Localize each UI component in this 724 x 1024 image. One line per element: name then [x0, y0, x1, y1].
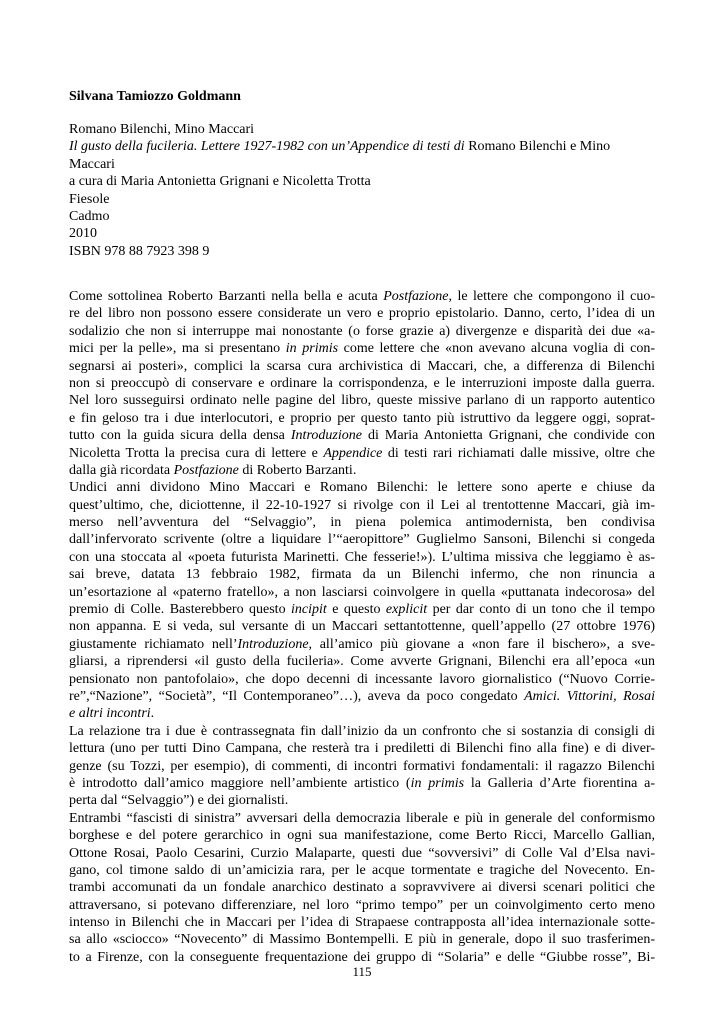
text-run: gano, col timone saldo di un’amicizia rara, per le acque tormentate e tragiche del Novecento. En- — [69, 862, 655, 878]
text-run: sodalizio che non si interruppe mai nonostante (o forse grazie a) divergenze e disparità dei due «a- — [69, 323, 655, 339]
book-title-line — [69, 138, 639, 155]
text-run: Ottone Rosai, Paolo Cesarini, Curzio Malaparte, questi due “sovversivi” di Colle Val d’Elsa navi- — [69, 845, 655, 861]
text-run: , all’amico più giovane a «non fare il bischero», a sve- — [308, 636, 655, 652]
text-run: un’esortazione al «paterno fratello», a non lasciarsi coinvolgere in quella «puttanata indecorosa» del — [69, 584, 655, 600]
text-run: gliarsi, a riprendersi «il gusto della fucileria». Come avverte Grignani, Bilenchi era all’epoca «un — [69, 654, 655, 670]
text-line — [69, 427, 655, 444]
text-run: di Roberto Barzanti. — [238, 462, 357, 478]
italic-text: explicit — [385, 602, 428, 618]
text-line — [69, 531, 655, 548]
text-run: giustamente richiamato nell’ — [69, 636, 238, 652]
text-run: e fin geloso tra i due interlocutori, e proprio per questo tanto più istruttivo da leggere oggi, soprat- — [69, 410, 655, 426]
text-run: merso nell’avventura del “Selvaggio”, in piena polemica antimodernista, ben condivisa — [69, 515, 655, 531]
text-run: re del libro non possono essere considerate un vero e proprio epistolario. Danno, certo, l’idea di un — [69, 306, 655, 322]
page-number: 115 — [352, 964, 372, 979]
publication-year: 2010 — [69, 226, 97, 242]
text-run: sai breve, datata 13 febbraio 1982, firmata da un Bilenchi infermo, che non rinuncia a — [69, 567, 655, 583]
text-run: è introdotto dall’amico maggiore nell’ambiente artistico ( — [69, 775, 411, 791]
text-run: attraversano, si potevano differenziare, nel loro “primo tempo” per un coinvolgimento certo meno — [69, 897, 655, 913]
text-line — [69, 445, 655, 462]
isbn: ISBN 978 88 7923 398 9 — [69, 243, 210, 259]
book-title: Il gusto della fucileria. Lettere 1927-1982 con un’Appendice di testi di — [69, 139, 465, 155]
text-line — [69, 897, 655, 914]
text-run: lettura (uno per tutti Dino Campana, che resterà tra i prediletti di Bilenchi fino alla fine) e di diver- — [69, 741, 655, 757]
italic-text: Amici. Vittorini, Rosai — [524, 688, 655, 704]
text-run: e questo — [326, 602, 386, 618]
text-run: per dar conto di un tono che il tempo — [427, 602, 655, 618]
text-line — [69, 792, 655, 809]
text-line — [69, 514, 655, 531]
italic-text: Postfazione — [383, 289, 449, 304]
text-line — [69, 618, 655, 635]
italic-text: e altri incontri — [69, 706, 151, 722]
text-run: genze (su Tozzi, per esempio), di commenti, di incontri formativi fondamentali: il ragazzo Bilenchi — [69, 758, 655, 774]
text-line — [69, 914, 655, 931]
text-run: di Maria Antonietta Grignani, che condivide con — [361, 428, 655, 444]
text-line — [69, 566, 655, 583]
text-line — [69, 479, 655, 496]
text-line — [69, 862, 655, 879]
text-run: Nicoletta Trotta la precisa cura di lettere e — [69, 445, 324, 461]
book-authors: Romano Bilenchi, Mino Maccari — [69, 122, 255, 137]
text-line — [69, 740, 655, 757]
text-line — [69, 845, 655, 862]
text-line — [69, 705, 655, 722]
italic-text: incipit — [291, 602, 327, 618]
text-run: , le lettere che compongono il cuo- — [448, 289, 656, 304]
text-run: sa allo «sciocco» “Novecento” di Massimo Bontempelli. E più in generale, dopo il suo trasferimen- — [69, 932, 655, 948]
text-run: re”,“Nazione”, “Società”, “Il Contemporaneo”…), aveva da poco congedato — [69, 688, 525, 704]
italic-text: in primis — [410, 775, 465, 791]
text-run: come lettere che «non avevano alcuna voglia di con- — [338, 341, 655, 357]
text-run: intenso in Bilenchi che in Maccari per l’idea di Strapaese contrapposta all’idea internazionale sotte- — [69, 915, 655, 931]
text-run: premio di Colle. Basterebbero questo — [69, 602, 292, 618]
text-line — [69, 392, 655, 409]
text-line — [69, 497, 655, 514]
text-run: mici per la pelle», ma si presentano — [69, 341, 286, 357]
text-run: non appanna. E si veda, sul versante di un Maccari settantottenne, quell’appello (27 ottobre 1976) — [69, 619, 655, 635]
text-run: Undici anni dividono Mino Maccari e Romano Bilenchi: le lettere sono aperte e chiuse da — [69, 480, 655, 496]
italic-text: Appendice — [323, 445, 383, 461]
text-run: Entrambi “fascisti di sinistra” avversari della democrazia liberale e più in generale del conformismo — [69, 810, 655, 826]
text-line — [69, 462, 655, 479]
text-run: pensionato non pantofolaio», che dopo decenni di incessante lavoro giornalistico (“Nuovo Corrie- — [69, 671, 655, 687]
text-line — [69, 653, 655, 670]
italic-text: Postfazione — [173, 462, 239, 478]
publisher: Cadmo — [69, 209, 110, 225]
review-author: Silvana Tamiozzo Goldmann — [69, 89, 241, 104]
review-body — [69, 288, 655, 966]
text-line — [69, 931, 655, 948]
text-run: la Galleria d’Arte fiorentina a- — [464, 775, 655, 791]
text-line — [69, 827, 655, 844]
text-line — [69, 775, 655, 792]
text-line — [69, 410, 655, 427]
text-line — [69, 636, 655, 653]
text-run: La relazione tra i due è contrassegnata fin dall’inizio da un confronto che si sostanzia di consigli di — [69, 723, 655, 739]
text-run: borghese e del potere gerarchico in ogni sua manifestazione, come Berto Ricci, Marcello Gallian, — [69, 828, 655, 844]
text-run: trambi accomunati da un fondale anarchico destinato a sopravvivere ai diversi scenari politici che — [69, 880, 655, 896]
text-run: to a Firenze, con la conseguente frequentazione dei gruppo di “Solaria” e delle “Giubbe rosse”, Bi- — [69, 949, 655, 965]
text-line — [69, 601, 655, 618]
text-run: dalla già ricordata — [69, 462, 174, 478]
text-line — [69, 288, 655, 305]
text-line — [69, 340, 655, 357]
text-line — [69, 549, 655, 566]
italic-text: Introduzione — [237, 636, 309, 652]
text-run: segnarsi ai posteri», complici la scarsa cura archivistica di Maccari, che, a differenza di Bilenchi — [69, 358, 655, 374]
text-line — [69, 358, 655, 375]
text-line — [69, 810, 655, 827]
publication-city: Fiesole — [69, 191, 110, 207]
text-run: dall’infervorato scrivente (oltre a liquidare l’“aeropittore” Guglielmo Sansoni, Bilenchi si congeda — [69, 532, 655, 548]
text-line — [69, 323, 655, 340]
text-line — [69, 879, 655, 896]
text-line — [69, 723, 655, 740]
text-line — [69, 671, 655, 688]
text-run: perta dal “Selvaggio”) e dei giornalisti. — [69, 793, 289, 809]
text-line — [69, 758, 655, 775]
text-run: non si preoccupò di conservare e ordinare la corrispondenza, e le interruzioni imposte dalla guerra. — [69, 375, 655, 391]
text-run: Come sottolinea Roberto Barzanti nella bella e acuta — [69, 289, 384, 304]
text-run: . — [150, 706, 155, 722]
text-run: Nel loro susseguirsi ordinato nelle pagine del libro, queste missive parlano di un rapporto autentico — [69, 393, 655, 409]
text-line — [69, 688, 655, 705]
text-run: con una stoccata al «poeta futurista Marinetti. Che fesserie!»). L’ultima missiva che leggiamo è as- — [69, 549, 655, 565]
text-run: tutto con la guida sicura della densa — [69, 428, 291, 444]
text-line — [69, 375, 655, 392]
text-line — [69, 305, 655, 322]
italic-text: in primis — [285, 341, 339, 357]
book-editors: a cura di Maria Antonietta Grignani e Nicoletta Trotta — [69, 174, 371, 190]
text-run: di testi rari richiamati dalle missive, oltre che — [382, 445, 655, 461]
bibliographic-entry — [69, 121, 639, 260]
book-title-appendix-authors: Romano Bilenchi e Mino — [464, 139, 611, 155]
text-line — [69, 584, 655, 601]
book-title-continued: Maccari — [69, 156, 115, 172]
text-run: quest’ultimo, che, diciottenne, il 22-10-1927 si rivolge con il Lei al trentottenne Maccari, già im- — [69, 497, 655, 513]
italic-text: Introduzione — [290, 428, 362, 444]
